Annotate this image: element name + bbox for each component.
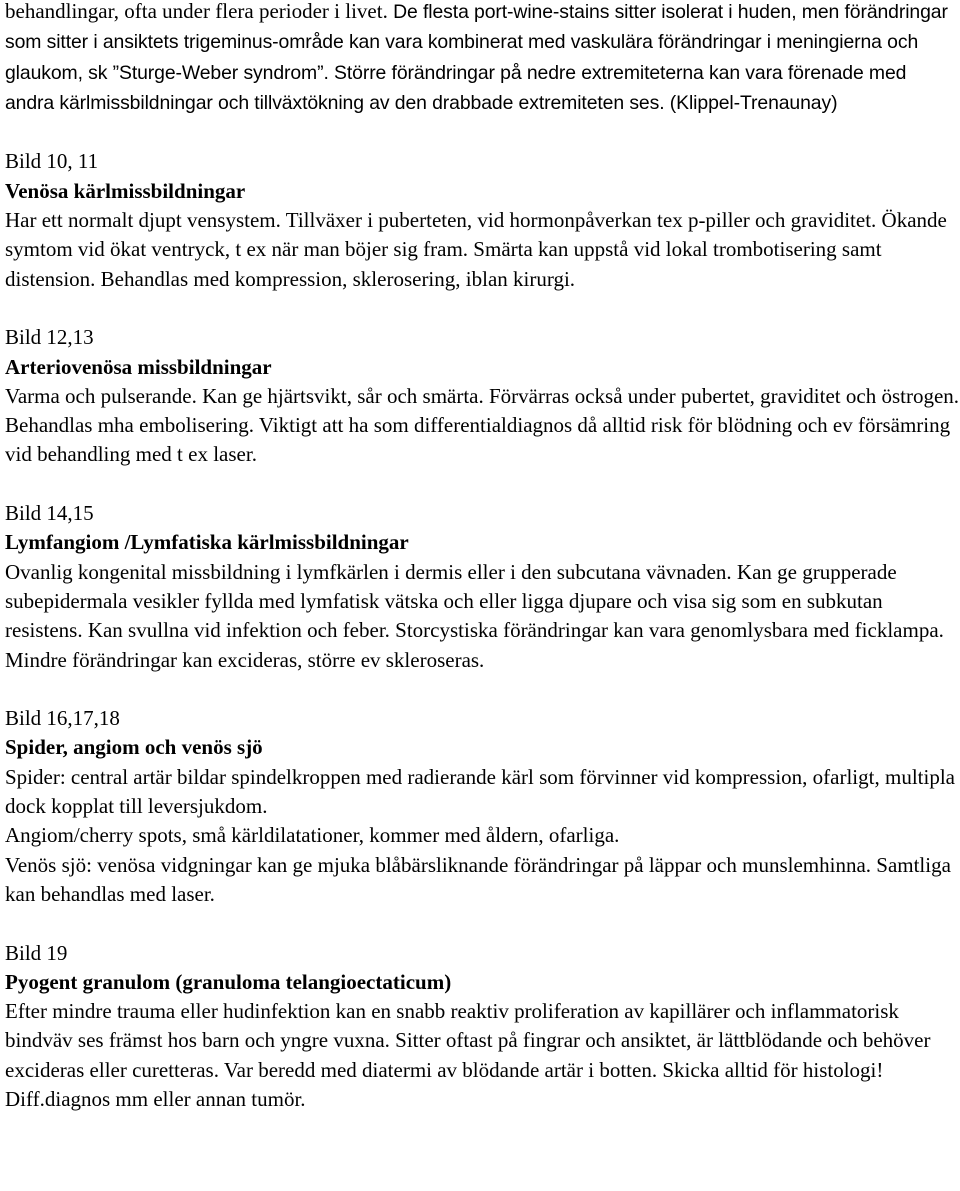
section-body: Varma och pulserande. Kan ge hjärtsvikt, sår och smärta. Förvärras också under pubertet, graviditet och östrogen. Behandlas mha embolisering. Viktigt att ha som differentialdiagnos då alltid risk för blödning och ev försämring vid behandling med t ex laser. — [5, 383, 960, 467]
section-venous-malformations — [5, 147, 960, 293]
section-lymphangioma — [5, 499, 960, 675]
section-heading: Arteriovenösa missbildningar — [5, 354, 272, 379]
section-heading: Spider, angiom och venös sjö — [5, 735, 263, 760]
section-spider-angioma-venous-lake — [5, 704, 960, 909]
section-body: Har ett normalt djupt vensystem. Tillväxer i puberteten, vid hormonpåverkan tex p-piller och graviditet. Ökande symtom vid ökat ventryck, t ex när man böjer sig fram. Smärta kan uppstå vid lokal trombotisering samt distension. Behandlas med kompression, sklerosering, iblan kirurgi. — [5, 208, 947, 291]
section-body: Efter mindre trauma eller hudinfektion kan en snabb reaktiv proliferation av kapillärer och inflammatorisk bindväv ses främst hos barn och yngre vuxna. Sitter oftast på fingrar och ansiktet, är lättblödande och behöver excideras eller curetteras. Var beredd med diatermi av blödande artär i botten. Skicka alltid för histologi! Diff.diagnos mm eller annan tumör. — [5, 999, 931, 1111]
image-reference: Bild 14,15 — [5, 501, 94, 526]
intro-klippel-trenaunay-text: Större förändringar på nedre extremiteterna kan vara förenade med andra kärlmissbildningar och tillväxtökning av den drabbade extremiteten ses. (Klippel-Trenaunay) — [5, 61, 907, 114]
section-body-line: Venös sjö: venösa vidgningar kan ge mjuka blåbärsliknande förändringar på läppar och munslemhinna. Samtliga kan behandlas med laser. — [5, 852, 951, 906]
image-reference: Bild 12,13 — [5, 325, 94, 350]
section-body: Ovanlig kongenital missbildning i lymfkärlen i dermis eller i den subcutana vävnaden. Kan ge grupperade subepidermala vesikler fyllda med lymfatisk vätska och eller ligga djupare och visa sig som en subkutan resistens. Kan svullna vid infektion och feber. Storcystiska förändringar kan vara genomlysbara med ficklampa. Mindre förändringar kan excideras, större ev skleroseras. — [5, 559, 944, 672]
intro-sturge-weber-text: De flesta port-wine-stains sitter isolerat i huden, men förändringar som sitter i ansiktets trigeminus-område kan vara kombinerat med vaskulära förändringar i meningierna och glaukom, sk ”Sturge-Weber syndrom”. — [5, 1, 948, 84]
section-body-line: Angiom/cherry spots, små kärldilatationer, kommer med åldern, ofarliga. — [5, 823, 620, 848]
section-heading: Pyogent granulom (granuloma telangioectaticum) — [5, 969, 452, 994]
intro-paragraph — [5, 0, 960, 118]
section-arteriovenous-malformations — [5, 323, 960, 469]
image-reference: Bild 10, 11 — [5, 149, 99, 174]
image-reference: Bild 19 — [5, 940, 68, 965]
document-page — [5, 0, 960, 1114]
section-heading: Venösa kärlmissbildningar — [5, 178, 246, 203]
section-pyogenic-granuloma — [5, 939, 960, 1115]
intro-lead: behandlingar, ofta under flera perioder i livet. — [5, 0, 388, 23]
image-reference: Bild 16,17,18 — [5, 706, 120, 731]
section-heading: Lymfangiom /Lymfatiska kärlmissbildningar — [5, 530, 409, 555]
section-body-line: Spider: central artär bildar spindelkroppen med radierande kärl som förvinner vid kompression, ofarligt, multipla dock kopplat till leversjukdom. — [5, 764, 955, 819]
